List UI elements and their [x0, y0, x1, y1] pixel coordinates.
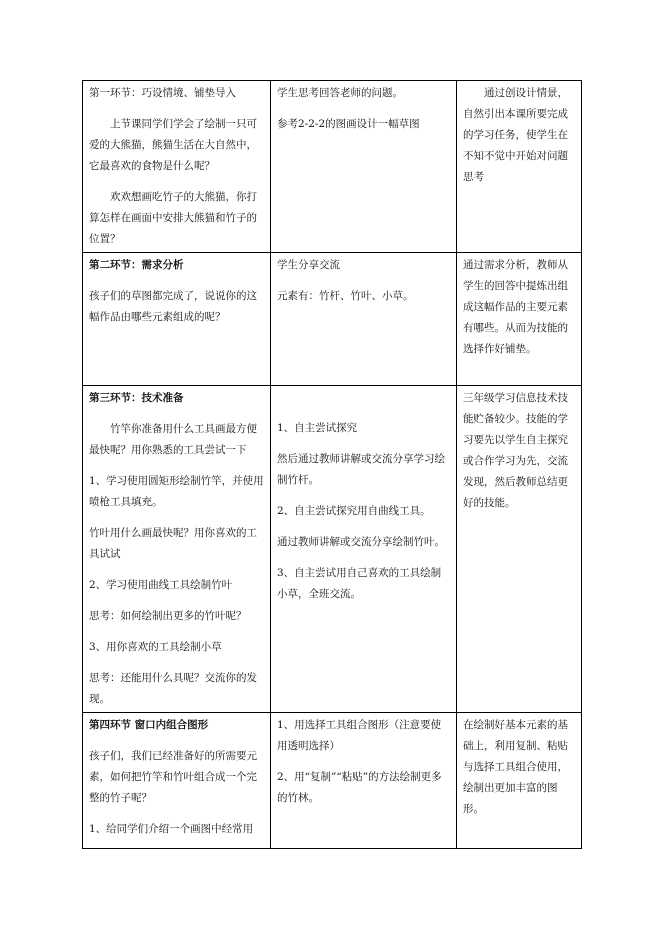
paragraph: 通过教师讲解或交流分享绘制竹叶。 [277, 536, 445, 548]
paragraph: 学生思考回答老师的问题。 [277, 87, 403, 99]
lesson-plan-table [82, 80, 582, 849]
paragraph: 孩子们，我们已经准备好的所需要元素，如何把竹竿和竹叶组合成一个完整的竹子呢？ [89, 750, 257, 804]
teacher-activity-cell [83, 713, 271, 849]
stage-title: 第二环节：需求分析 [89, 259, 184, 271]
paragraph: 竹叶用什么画最快呢？用你喜欢的工具试试 [89, 527, 257, 560]
paragraph: 3、用你喜欢的工具绘制小草 [89, 641, 222, 653]
paragraph: 通过创设计情景，自然引出本课所要完成的学习任务，使学生在不知不觉中开始对问题思考 [463, 87, 568, 183]
table-row-stage-4 [83, 713, 582, 849]
design-intent-cell [457, 386, 582, 713]
paragraph: 参考2-2-2的图画设计一幅草图 [277, 118, 420, 130]
paragraph: 上节课同学们学会了绘制一只可爱的大熊猫，熊猫生活在大自然中，它最喜欢的食物是什么呢？ [89, 118, 257, 172]
paragraph: 学生分享交流 [277, 259, 340, 271]
stage-title: 第一环节：巧设情境、铺垫导入 [89, 87, 236, 99]
paragraph: 2、自主尝试探究用自曲线工具。 [277, 505, 431, 517]
paragraph: 2、学习使用曲线工具绘制竹叶 [89, 579, 233, 591]
teacher-activity-cell [83, 81, 271, 253]
design-intent-cell [457, 713, 582, 849]
paragraph: 2、用“复制”“粘贴”的方法绘制更多的竹林。 [277, 771, 442, 804]
paragraph: 思考：还能用什么具呢？交流你的发现。 [89, 672, 257, 705]
paragraph: 孩子们的草图都完成了，说说你的这幅作品由哪些元素组成的呢？ [89, 290, 257, 323]
paragraph: 1、给同学们介绍一个画图中经常用 [89, 823, 254, 835]
paragraph: 3、自主尝试用自己喜欢的工具绘制小草，全班交流。 [277, 567, 442, 600]
paragraph: 通过需求分析，教师从学生的回答中提炼出组成这幅作品的主要元素有哪些。从而为技能的选择作好铺垫。 [463, 259, 568, 355]
design-intent-cell [457, 253, 582, 386]
stage-title: 第四环节 窗口内组合图形 [89, 719, 209, 731]
teacher-activity-cell [83, 386, 271, 713]
paragraph: 1、用选择工具组合图形（注意要使用透明选择） [277, 719, 442, 752]
student-activity-cell [271, 386, 457, 713]
table-row-stage-1 [83, 81, 582, 253]
paragraph: 在绘制好基本元素的基础上，利用复制、粘贴与选择工具组合使用，绘制出更加丰富的图形。 [463, 719, 568, 815]
paragraph: 欢欢想画吃竹子的大熊猫，你打算怎样在画面中安排大熊猫和竹子的位置？ [89, 191, 257, 245]
paragraph: 1、自主尝试探究 [277, 422, 358, 434]
paragraph: 思考：如何绘制出更多的竹叶呢？ [89, 610, 247, 622]
student-activity-cell [271, 253, 457, 386]
stage-title: 第三环节：技术准备 [89, 392, 184, 404]
paragraph: 1、学习使用圆矩形绘制竹竿，并使用喷枪工具填充。 [89, 475, 264, 508]
table-row-stage-3 [83, 386, 582, 713]
paragraph: 竹竿你准备用什么工具画最方便最快呢？用你熟悉的工具尝试一下 [89, 423, 257, 456]
paragraph: 然后通过教师讲解或交流分享学习绘制竹杆。 [277, 453, 445, 486]
student-activity-cell [271, 81, 457, 253]
paragraph: 三年级学习信息技术技能贮备较少。技能的学习要先以学生自主探究或合作学习为先，交流发现，然后教师总结更好的技能。 [463, 392, 568, 509]
teacher-activity-cell [83, 253, 271, 386]
paragraph: 元素有：竹杆、竹叶、小草。 [277, 290, 414, 302]
table-row-stage-2 [83, 253, 582, 386]
student-activity-cell [271, 713, 457, 849]
design-intent-cell [457, 81, 582, 253]
